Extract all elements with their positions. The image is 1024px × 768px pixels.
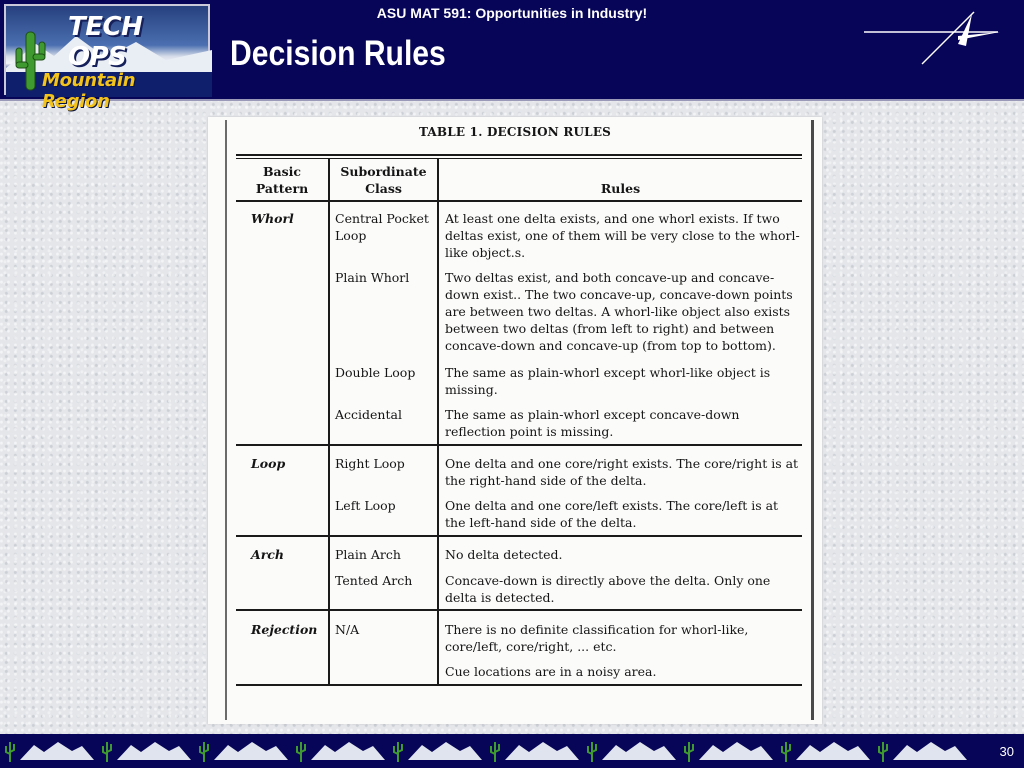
footer-mountain-icon — [602, 742, 676, 760]
footer-cactus-icon — [297, 742, 305, 762]
cactus-mountain-border — [0, 734, 990, 768]
subclass-tented-arch: Tented Arch — [335, 573, 413, 588]
group-separator — [236, 444, 802, 446]
logo-title: TECH OPS — [68, 12, 143, 72]
slide-header — [0, 0, 1024, 112]
footer-cactus-icon — [588, 742, 596, 762]
rule-tented-arch: Concave-down is directly above the delta. Only one delta is detected. — [445, 573, 771, 605]
group-separator — [236, 609, 802, 611]
footer-cactus-icon — [6, 742, 14, 762]
slide-title: Decision Rules — [230, 34, 446, 73]
logo-subtitle: Mountain Region — [42, 70, 136, 112]
table-top-rule-thin — [236, 158, 802, 159]
rule-plain-arch: No delta detected. — [445, 547, 563, 562]
footer-cactus-icon — [879, 742, 887, 762]
header-subordinate-class: Subordinate Class — [340, 164, 427, 196]
rule-plain-whorl: Two deltas exist, and both concave-up and concave- down exist.. The two concave-up, concave-down points are between two deltas. A whorl-like object also exists between two deltas (from left to right) and between concave-down and concave-up (from top to bottom). — [445, 270, 793, 353]
slide-footer — [0, 734, 1024, 768]
footer-mountain-icon — [505, 742, 579, 760]
decision-rules-table-scan — [208, 117, 822, 724]
footer-mountain-icon — [699, 742, 773, 760]
header-basic-pattern: Basic Pattern — [255, 164, 309, 196]
rule-rejection-classification: There is no definite classification for whorl-like, core/left, core/right, ... etc. — [445, 622, 749, 654]
footer-mountain-icon — [311, 742, 385, 760]
footer-cactus-icon — [200, 742, 208, 762]
subclass-double-loop: Double Loop — [335, 365, 416, 380]
footer-mountain-icon — [214, 742, 288, 760]
footer-cactus-icon — [103, 742, 111, 762]
scan-left-border — [225, 120, 227, 720]
rule-right-loop: One delta and one core/right exists. The core/right is at the right-hand side of the delta. — [445, 456, 799, 488]
rule-accidental: The same as plain-whorl except concave-down reflection point is missing. — [445, 407, 740, 439]
footer-cactus-icon — [394, 742, 402, 762]
footer-mountain-icon — [893, 742, 967, 760]
table-top-rule — [236, 154, 802, 156]
pattern-rejection: Rejection — [251, 622, 318, 637]
subclass-plain-whorl: Plain Whorl — [335, 270, 410, 285]
rule-rejection-noise: Cue locations are in a noisy area. — [445, 664, 657, 679]
footer-cactus-icon — [782, 742, 790, 762]
table-caption: TABLE 1. DECISION RULES — [418, 125, 612, 139]
table-bottom-rule — [236, 684, 802, 686]
pattern-arch: Arch — [251, 547, 284, 562]
subclass-plain-arch: Plain Arch — [335, 547, 401, 562]
rule-double-loop: The same as plain-whorl except whorl-like object is missing. — [445, 365, 771, 397]
column-rule — [437, 159, 439, 685]
rule-left-loop: One delta and one core/left exists. The core/left is at the left-hand side of the delta. — [445, 498, 779, 530]
footer-mountain-icon — [117, 742, 191, 760]
pattern-whorl: Whorl — [251, 211, 294, 226]
brand-star-icon — [862, 10, 1004, 66]
footer-mountain-icon — [20, 742, 94, 760]
scan-right-border — [811, 120, 814, 720]
footer-cactus-icon — [491, 742, 499, 762]
page-number: 30 — [999, 744, 1014, 759]
footer-cactus-icon — [685, 742, 693, 762]
pattern-loop: Loop — [251, 456, 286, 471]
group-separator — [236, 535, 802, 537]
rule-central-pocket-loop: At least one delta exists, and one whorl exists. If two deltas exist, one of them will be very close to the whorl- like object.s. — [445, 211, 800, 260]
footer-mountain-icon — [796, 742, 870, 760]
subclass-right-loop: Right Loop — [335, 456, 405, 471]
subclass-na: N/A — [335, 622, 360, 637]
subclass-central-pocket-loop: Central Pocket Loop — [335, 211, 429, 243]
subclass-left-loop: Left Loop — [335, 498, 396, 513]
subclass-accidental: Accidental — [335, 407, 402, 422]
footer-mountain-icon — [408, 742, 482, 760]
course-title: ASU MAT 591: Opportunities in Industry! — [376, 5, 648, 21]
header-rule — [236, 200, 802, 202]
header-rules: Rules — [600, 181, 641, 196]
column-rule — [328, 159, 330, 685]
